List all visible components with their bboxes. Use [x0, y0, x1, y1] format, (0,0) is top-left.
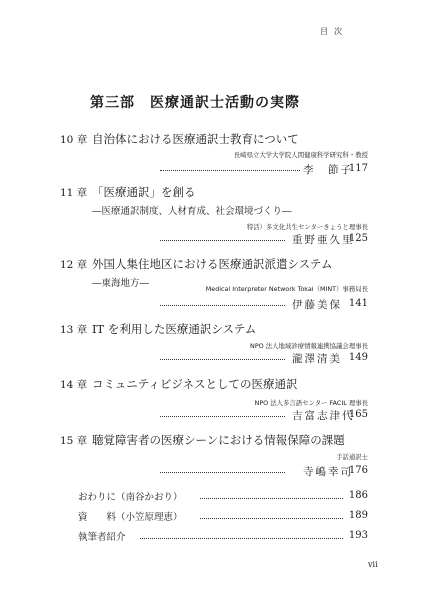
- author-affiliation: Medical Interpreter Network Tokai（MINT）事務局長: [205, 285, 368, 293]
- author-name: 寺嶋幸司: [303, 466, 353, 478]
- author-name: 重野亜久里: [292, 234, 355, 246]
- leader-dots: [160, 305, 285, 306]
- back-matter-title: 執筆者紹介: [78, 532, 126, 543]
- author-affiliation: NPO 法人地域診療情報連携協議会理事長: [250, 342, 368, 350]
- page-number: 176: [348, 465, 368, 476]
- leader-dots: [160, 240, 285, 241]
- chapter-number: 13 章: [60, 324, 88, 336]
- chapter-number: 12 章: [60, 259, 88, 271]
- leader-dots: [160, 170, 300, 171]
- leader-dots: [140, 538, 343, 539]
- author-affiliation: 特活）多文化共生センターきょうと理事長: [246, 223, 368, 231]
- page-number: 125: [348, 233, 368, 244]
- leader-dots: [160, 472, 285, 473]
- author-name: 伊藤美保: [292, 299, 342, 311]
- page-number: 141: [348, 298, 368, 309]
- author-affiliation: NPO 法人多言語センター FACIL 理事長: [254, 399, 368, 407]
- leader-dots: [200, 498, 343, 499]
- author-name: 吉富志津代: [292, 410, 355, 422]
- leader-dots: [160, 416, 285, 417]
- chapter-title: 聴覚障害者の医療シーンにおける情報保障の課題: [92, 433, 345, 447]
- page-number: 193: [348, 530, 368, 541]
- chapter-subtitle: ―東海地方―: [92, 278, 150, 289]
- author-affiliation: 長崎県立大学大学院人間健康科学研究科・教授: [233, 151, 368, 159]
- part-title: 第三部 医療通訳士活動の実際: [90, 95, 300, 111]
- author-affiliation: 手話通訳士: [336, 453, 368, 461]
- back-matter-title: おわりに（南谷かおり）: [78, 492, 183, 503]
- chapter-number: 10 章: [60, 134, 88, 146]
- chapter-number: 15 章: [60, 435, 88, 447]
- running-header: 目次: [320, 27, 348, 36]
- chapter-number: 14 章: [60, 379, 88, 391]
- page-number: 186: [348, 490, 368, 501]
- leader-dots: [160, 359, 285, 360]
- page-number: 117: [348, 163, 368, 174]
- page-number: 189: [348, 510, 368, 521]
- chapter-title: IT を利用した医療通訳システム: [92, 322, 257, 336]
- page-number: 149: [348, 352, 368, 363]
- chapter-subtitle: ―医療通訳制度、人材育成、社会環境づくり―: [92, 206, 292, 217]
- folio-page-number: vii: [368, 560, 378, 569]
- back-matter-title: 資 料（小笠原理恵）: [78, 512, 183, 523]
- chapter-title: 外国人集住地区における医療通訳派遣システム: [92, 257, 333, 271]
- chapter-title: コミュニティビジネスとしての医療通訳: [92, 377, 298, 391]
- author-name: 瀧澤清美: [292, 353, 342, 365]
- leader-dots: [200, 518, 343, 519]
- chapter-number: 11 章: [60, 187, 88, 199]
- chapter-title: 自治体における医療通訳士教育について: [92, 132, 299, 146]
- author-name: 李 節子: [303, 164, 353, 176]
- chapter-title: 「医療通訳」を創る: [92, 185, 196, 199]
- page-number: 165: [348, 409, 368, 420]
